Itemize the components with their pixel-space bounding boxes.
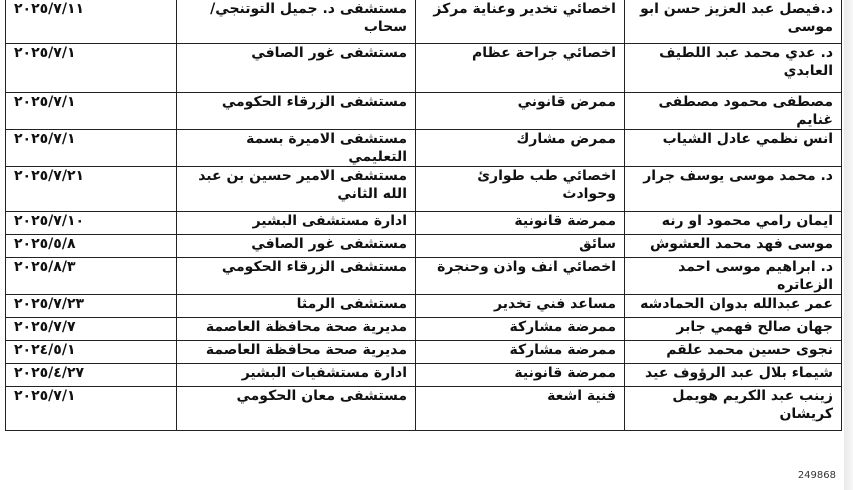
date-cell: ٢٠٢٥/٧/١٠ — [6, 212, 177, 235]
table-row — [6, 44, 842, 93]
table-row — [6, 130, 842, 167]
name-cell: د. محمد موسى يوسف جرار — [625, 167, 842, 212]
table-row — [6, 212, 842, 235]
date-cell: ٢٠٢٥/٥/٨ — [6, 235, 177, 258]
table-row — [6, 318, 842, 341]
job-cell: فنية اشعة — [416, 387, 625, 431]
place-cell: مستشفى د. جميل التوتنجي/ سحاب — [177, 0, 416, 44]
name-cell: شيماء بلال عبد الرؤوف عيد — [625, 364, 842, 387]
name-cell: مصطفى محمود مصطفى غنايم — [625, 93, 842, 130]
job-cell: ممرضة قانونية — [416, 364, 625, 387]
date-cell: ٢٠٢٤/٥/١ — [6, 341, 177, 364]
job-cell: ممرضة قانونية — [416, 212, 625, 235]
table-row — [6, 387, 842, 431]
job-cell: اخصائي تخدير وعناية مركز — [416, 0, 625, 44]
document-number: 249868 — [797, 470, 836, 481]
job-cell: ممرض مشارك — [416, 130, 625, 167]
place-cell: مستشفى الامير حسين بن عبد الله الثاني — [177, 167, 416, 212]
table-row — [6, 167, 842, 212]
table-row — [6, 295, 842, 318]
date-cell: ٢٠٢٥/٧/١١ — [6, 0, 177, 44]
table-row — [6, 0, 842, 44]
place-cell: ادارة مستشفى البشير — [177, 212, 416, 235]
place-cell: مستشفى غور الصافي — [177, 235, 416, 258]
place-cell: مستشفى معان الحكومي — [177, 387, 416, 431]
staff-table — [5, 0, 842, 431]
place-cell: ادارة مستشفيات البشير — [177, 364, 416, 387]
date-cell: ٢٠٢٥/٧/١ — [6, 130, 177, 167]
name-cell: انس نظمي عادل الشياب — [625, 130, 842, 167]
date-cell: ٢٠٢٥/٧/١ — [6, 44, 177, 93]
table-row — [6, 235, 842, 258]
job-cell: سائق — [416, 235, 625, 258]
name-cell: نجوى حسين محمد علقم — [625, 341, 842, 364]
name-cell: موسى فهد محمد العشوش — [625, 235, 842, 258]
date-cell: ٢٠٢٥/٧/١ — [6, 93, 177, 130]
date-cell: ٢٠٢٥/٧/١ — [6, 387, 177, 431]
job-cell: ممرضة مشاركة — [416, 318, 625, 341]
place-cell: مستشفى غور الصافي — [177, 44, 416, 93]
name-cell: د.فيصل عبد العزيز حسن ابو موسى — [625, 0, 842, 44]
date-cell: ٢٠٢٥/٧/٧ — [6, 318, 177, 341]
place-cell: مديرية صحة محافظة العاصمة — [177, 318, 416, 341]
name-cell: عمر عبدالله بدوان الحمادشه — [625, 295, 842, 318]
job-cell: اخصائي انف واذن وحنجرة — [416, 258, 625, 295]
job-cell: ممرض قانوني — [416, 93, 625, 130]
job-cell: مساعد فني تخدير — [416, 295, 625, 318]
table-row — [6, 93, 842, 130]
place-cell: مديرية صحة محافظة العاصمة — [177, 341, 416, 364]
table-row — [6, 341, 842, 364]
place-cell: مستشفى الزرقاء الحكومي — [177, 93, 416, 130]
name-cell: ايمان رامي محمود او رنه — [625, 212, 842, 235]
place-cell: مستشفى الاميرة بسمة التعليمي — [177, 130, 416, 167]
place-cell: مستشفى الزرقاء الحكومي — [177, 258, 416, 295]
name-cell: جهان صالح فهمي جابر — [625, 318, 842, 341]
date-cell: ٢٠٢٥/٧/٢١ — [6, 167, 177, 212]
table-row — [6, 364, 842, 387]
date-cell: ٢٠٢٥/٨/٣ — [6, 258, 177, 295]
date-cell: ٢٠٢٥/٧/٢٣ — [6, 295, 177, 318]
name-cell: د. ابراهيم موسى احمد الزعاتره — [625, 258, 842, 295]
name-cell: زينب عبد الكريم هويمل كريشان — [625, 387, 842, 431]
name-cell: د. عدي محمد عبد اللطيف العابدي — [625, 44, 842, 93]
table-row — [6, 258, 842, 295]
job-cell: ممرضة مشاركة — [416, 341, 625, 364]
place-cell: مستشفى الرمثا — [177, 295, 416, 318]
job-cell: اخصائي طب طوارئ وحوادث — [416, 167, 625, 212]
date-cell: ٢٠٢٥/٤/٢٧ — [6, 364, 177, 387]
page-edge-shadow — [844, 0, 853, 490]
job-cell: اخصائي جراحة عظام — [416, 44, 625, 93]
